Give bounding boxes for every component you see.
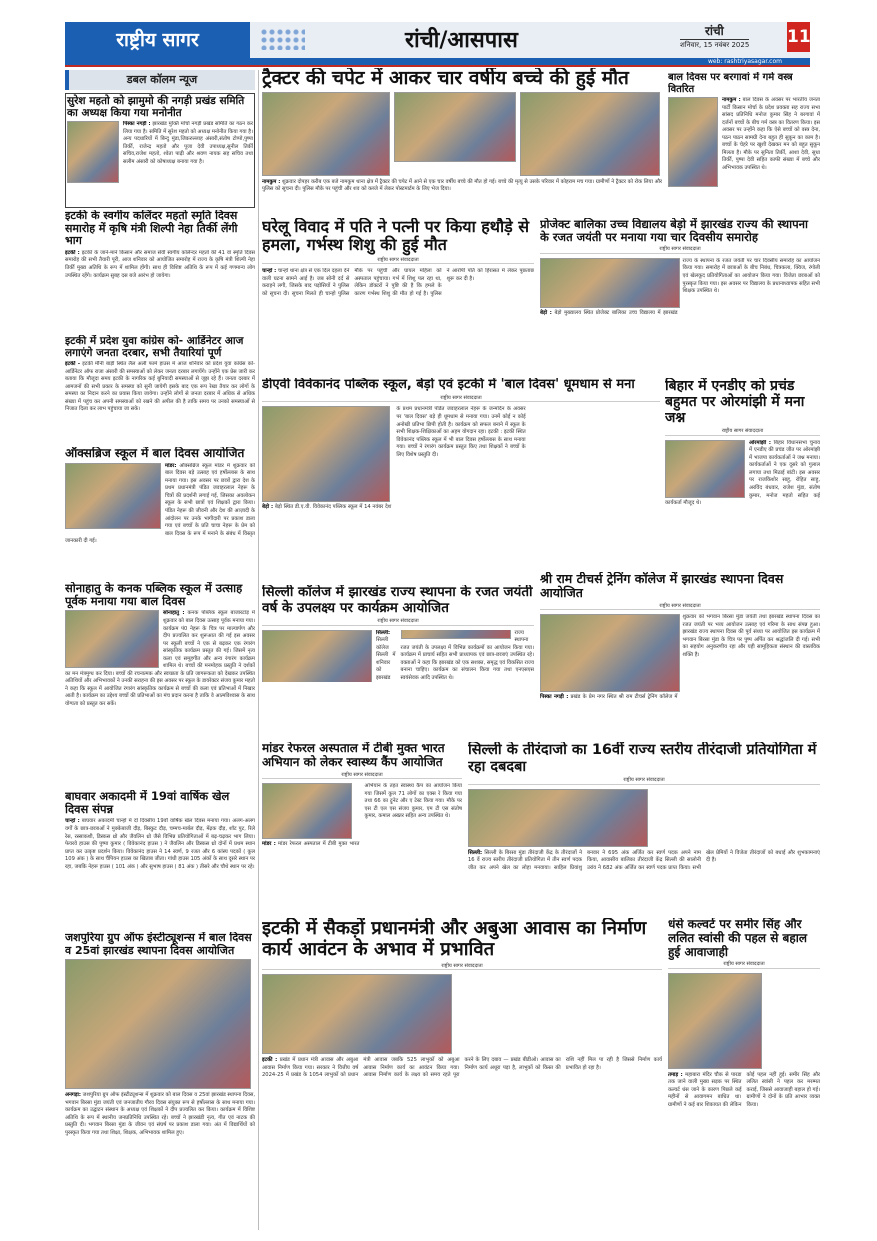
article-body	[65, 818, 255, 930]
news-photo	[668, 97, 718, 187]
article-headline[interactable]: इटकी में प्रदेश युवा कांग्रेस को- आर्डिनेटर आज लगाएंगे जनता दरबार, सभी तैयारियां पूर्ण	[65, 335, 244, 360]
article-sonahatu	[65, 582, 255, 787]
article-gharelu	[262, 218, 534, 368]
article-body	[65, 959, 255, 1230]
article-baghwar	[65, 790, 255, 930]
body-text: बिहार विधानसभा चुनाव में एनडीए की प्रचंड जीत पर ओरमांझी में भाजपा कार्यकर्ताओं ने जश्न मनाया। कार्यकर्ताओं ने एक दूसरे को गुलाल लगाया तथा मिठाई बांटी। इस अवसर पर राजकिशोर साहु, रोहित साहु, अरविंद बंधवार, राजेश मुंडा, संतोष कुमार, मनोज महतो सहित कई कार्यकर्ता मौजूद थे।	[665, 439, 820, 507]
article-body	[665, 440, 820, 578]
dateline: बेड़ो :	[262, 504, 274, 511]
body-text: प्रखंड के प्रेम नगर स्थित श्री राम टीचर्स ट्रेनिंग कॉलेज में शुक्रवार को भगवान बिरसा मुंडा जयंती तथा झारखंड स्थापना दिवस का रजत जयंती पर भव्य आयोजन उत्साह एवं गरिमा के साथ संपन्न हुआ। झारखंड राज्य स्थापना दिवस की पूर्व संध्या पर आयोजित इस कार्यक्रम में भगवान बिरसा मुंडा के चित्र पर पुष्प अर्पित कर श्रद्धांजलि दी गई। सभी का सहयोग अनुकरणीय रहा और यही सामूहिकता संस्थान की वास्तविक शक्ति है।	[570, 614, 820, 701]
byline: राष्ट्रीय सागर संवाददाता	[540, 603, 820, 611]
header-divider	[65, 65, 810, 67]
article-body	[540, 258, 820, 368]
dateline: सोनाहातु :	[163, 610, 185, 617]
article-kalindar	[65, 210, 255, 332]
byline: राष्ट्रीय सागर संवाददाता	[468, 777, 820, 785]
body-text: इटकी के जाने-माने किसान और समाज सेवी स्वर्गीय कलिन्दर महतो की 41 वां स्मृति दिवस समारोह की सभी तैयारी पूरी, आज शनिवार को आयोजित समारोह में राज्य के कृषि मंत्री शिल्पी नेहा तिर्की मुख्य अतिथि के रूप में शामिल होंगी। साथ ही विशिष्ट अतिथि के रूप में कई गणमान्य लोग उपस्थित रहेंगे। कार्यक्रम सुबह दस बजे आरंभ हो जायेगा।	[65, 249, 255, 279]
news-photo	[262, 406, 390, 502]
photo-row	[668, 973, 820, 1069]
article-body	[65, 361, 255, 445]
news-photo	[665, 440, 745, 498]
photo-row	[65, 959, 255, 1089]
article-body	[262, 406, 660, 578]
article-headline[interactable]: प्रोजेक्ट बालिका उच्च विद्यालय बेड़ो में झारखंड राज्य की स्थापना के रजत जयंती पर मनाया गया चार दिवसीय समारोह	[540, 218, 808, 245]
dateline: इटकी :	[65, 249, 80, 256]
body-text: शुक्रवार दोपहर करीब एक बजे नामकुम थाना क्षेत्र में ट्रैक्टर की चपेट में आने से एक चार वर्षीय बच्चे की मौत हो गई। बच्चे की मृत्यु से उसके परिवार में कोहराम मच गया। ग्रामीणों ने ट्रैक्टर को रोक लिया और पुलिस को सूचना दी। पुलिस मौके पर पहुंची और शव को कब्जे में लेकर पोस्टमार्टम के लिए भेज दिया।	[262, 178, 662, 193]
article-body	[668, 973, 820, 1230]
article-body	[262, 268, 534, 368]
article-body	[67, 121, 253, 206]
decorative-dots-icon	[260, 28, 305, 50]
dateline: चान्हो :	[262, 268, 277, 275]
article-body	[65, 610, 255, 787]
article-mandar	[262, 742, 462, 907]
body-text: इटकी मौनी बाड़ी स्थित लैल अली फार्म हाउस में आज शनिवार को प्रदेश युवा कांग्रेस को- आर्डिनेटर ऑफ राजा अंसारी की समस्याओं को लेकर जनता दरबार लगायेंगे। उन्होंने एक प्रेस जारी कर बताया कि मौजूदा समय इटकी के नागरिक कई बुनियादी समस्याओं से जूझ रहे हैं। जनता दरबार में आमजनों की सभी प्रकार के समस्या को सुनी जायेगी इसके बाद एक रूप रेखा तैयार कर लोगों के समस्या का निदान करने का प्रयास किया जायेगा। उन्होंने लोगों से जनता दरबार में अधिक से अधिक संख्या में पहुंच कर अपनी समस्याओं को रखने की अपील की है ताकि समय पर उनको समस्याओं से निजात दिला कर लाभ पहुंचाया जा सके।	[65, 361, 255, 413]
page-number: 11	[787, 22, 810, 52]
article-body	[262, 92, 662, 213]
edition-date: शनिवार, 15 नवंबर 2025	[680, 41, 750, 49]
double-column-label: डबल कॉलम न्यूज	[65, 70, 255, 90]
column-divider	[258, 70, 259, 1230]
article-body	[668, 97, 820, 212]
article-bihar	[665, 378, 820, 578]
news-photo	[262, 974, 452, 1054]
byline: राष्ट्रीय सागर संवाददाता	[262, 395, 660, 403]
article-headline[interactable]: बाघवार अकादमी में 19वां वार्षिक खेल दिवस संपन्न	[65, 790, 230, 817]
body-text: कनक पब्लिक स्कूल बाजारटांड़ में शुक्रवार को बाल दिवस उत्साह पूर्वक मनाया गया। कार्यक्रम पं0 नेहरू के चित्र पर माल्यार्पण और दीप प्रज्वलित कर शुरूआत की गई इस अवसर पर स्कूली बच्चों ने एक से बढ़कर एक रंगारंग सांस्कृतिक कार्यक्रम प्रस्तुत की गई। जिसमें नृत्य कला एवं समूहगीत और अन्य रंगारंग कार्यक्रम शामिल थे। बच्चों की मनमोहक प्रस्तुति ने दर्शकों का मन मंत्रमुग्ध कर दिया। बच्चों की रचनात्मक और स्वच्छता के प्रति जागरूकता को देखकर उपस्थित अतिथियों और अभिभावकों ने उनकी सराहना की इस अवसर पर स्कूल के डायरेक्टर संजय कुमार महतो ने कहा कि स्कूल में आयोजित रंगारंग सांस्कृतिक कार्यक्रम से बच्चों की कला एवं प्रतिभाओं में निखार आती है। कार्यक्रम का उद्देश्य बच्चों की प्रतिभाओं का मंच प्रदान करना है ताकि वे आत्मविश्वास के साथ योग्यता को प्रस्तुत कर सकें।	[65, 610, 255, 707]
dateline: मांडर :	[262, 841, 276, 848]
news-photo	[540, 258, 680, 308]
body-text: चान्हो थाना क्षेत्र से एक दिल दहला देने वाली घटना सामने आई है। जब सोनी दर्द से कराहने लगी, जिसके बाद पड़ोसियों ने पुलिस को सूचना दी। सूचना मिलते ही चान्हो पुलिस मौके पर पहुंची और घायल महिला को अस्पताल पहुंचाया। गर्भ में शिशु पल रहा था, लेकिन डॉक्टरों ने पुष्टि की है कि हमले के कारण गर्भस्थ शिशु की मौत हो गई है। पुलिस ने आरोपी पति को हिरासत में लेकर पूछताछ शुरू कर दी है।	[262, 268, 534, 297]
byline: राष्ट्रीय सागर संवाददाता	[668, 961, 820, 969]
article-headline[interactable]: घरेलू विवाद में पति ने पत्नी पर किया हथौड़े से हमला, गर्भस्थ शिशु की हुई मौत	[262, 218, 530, 255]
article-culvert	[668, 918, 820, 1230]
dateline: बेड़ो :	[540, 309, 552, 316]
article-headline[interactable]: ट्रैक्टर की चपेट में आकर चार वर्षीय बच्चे की हुई मौत	[262, 68, 629, 89]
body-text: महाबारा मंदिर चौक से पारडा तक जाने वाली मुख्य सड़क पर स्थित कल्वर्ट धंस जाने के कारण पिछले कई महीनों से आवागमन बाधित था। ग्रामीणों ने कई बार शिकायत की लेकिन कोई पहल नहीं हुई। समीर सिंह और ललित स्वांसी ने पहल कर मरम्मत कराई, जिससे आवाजाही बहाल हो गई। ग्रामीणों ने दोनों के प्रति आभार व्यक्त किया।	[668, 1071, 820, 1109]
byline: राष्ट्रीय सागर संवाददाता	[540, 246, 820, 254]
article-body	[65, 463, 255, 580]
byline: राष्ट्रीय सागर संवाददाता	[262, 963, 662, 971]
body-text: प्रखंड में प्रधान मंत्री आवास और अबुआ आवास निर्माण किया गया। सरकार ने वित्तीय वर्ष 2024-25 में प्रखंड के 1054 लाभुकों को प्रधान मंत्री आवास जबकि 525 लाभुकों को अबुआ आवास निर्माण कार्य का आवंटन किया गया। आवास निर्माण कार्य के लक्ष्य को समय रहते पूरा करने के लिए दबाव — प्रखंड बीडीओ। आवास का निर्माण कार्य अधूरा पड़ा है, लाभुकों को किस्त की राशि नहीं मिल पा रही है जिससे निर्माण कार्य प्रभावित हो रहा है।	[262, 1057, 662, 1079]
dateline: इटकी -	[65, 361, 81, 368]
body-text: बाल दिवस के अवसर पर भारतीय जनता पार्टी किसान मोर्चा के प्रदेश प्रवक्ता सह राज्य सभा सांसद प्रतिनिधि मनोज कुमार सिंह ने बरगावां में दर्जनों बच्चों के बीच गर्म वस्त्र का वितरण किया। इस अवसर पर उन्होंने कहा कि ऐसे बच्चों को वस्त्र देना, पठन पाठन सामग्री देना बहुत ही सुकून का काम है। बच्चों के चेहरे पर खुशी देखकर मन को बहुत सुकून मिलता है। मौके पर सुनिता तिर्की, आशा देवी, सुधा तिर्की, पुष्पा देवी सहित काफी संख्या में बच्चे और अभिभावक उपस्थित थे।	[722, 97, 820, 171]
body-text: झारखंड मुक्ति मोर्चा नगड़ी प्रखंड समिति का गठन कर लिया गया है। समिति में सुरेश महतो को अध्यक्ष मनोनीत किया गया है। अन्य पदधारियों में बिन्दु मुंडा,जिकरुल्लाह अंसारी,संतोष टोप्पो,पुष्पा तिर्की, राजेन्द्र महतो और पूजा देवी उपाध्यक्ष,सुनील तिर्की सचिव,राजेश महतो, श्वेता पाढ़ी और श्रवण नायक सह सचिव तथा सलीम अंसारी को कोषाध्यक्ष बनाया गया है।	[123, 121, 253, 165]
article-headline[interactable]: धंसे कल्वर्ट पर समीर सिंह और ललित स्वांसी की पहल से बहाल हुई आवाजाही	[668, 918, 808, 959]
body-text: ऑक्सब्रिज स्कूल मांडर में शुक्रवार को बाल दिवस बड़े उत्साह एवं हर्षोल्लास के साथ मनाया गया। इस अवसर पर छात्रों द्वारा देश के प्रथम प्रधानमंत्री पंडित जवाहरलाल नेहरू के चित्रों की प्रदर्शनी लगाई गई, जिसका अवलोकन स्कूल के सभी छात्रों एवं शिक्षकों द्वारा किया। पंडित नेहरू की जीवनी और देश की आज़ादी के आंदोलन पर उनके भागीदारी पर प्रकाश डाला गया एवं बच्चों के प्रति चाचा नेहरू के प्रेम को बाल दिवस के रूप में मनाने के संबंध में विस्तृत जानकारी दी गई।	[65, 462, 255, 545]
article-headline[interactable]: बाल दिवस पर बरगावां में गर्म वस्त्र वितरित	[668, 72, 793, 95]
article-headline[interactable]: बिहार में एनडीए को प्रचंड बहुमत पर ओरमांझी में मना जश्न	[665, 378, 805, 427]
body-text: मांडर रेफरल अस्पताल में टीबी मुक्त भारत अभियान के तहत स्वास्थ्य कैंप का आयोजन किया गया जिसमें कुल 71 लोगों का एक्स रे किया गया तथा 66 का ट्रूनेट और ए टेस्ट किया गया। मौके पर एस टी एल एस संजय कुमार, एम टी एस संतोष कुमार, कमाल अख्तर सहित अन्य उपस्थित थे।	[278, 783, 462, 848]
body-text: बेड़ो मुख्यालय स्थित प्रोजेक्ट बालिका उच्च विद्यालय में झारखंड राज्य के स्थापना के रजत जयंती पर चार दिवसीय समारोह का आयोजन किया गया। समारोह में छात्राओं के बीच निबंध, चित्रकला, क्विज, रंगोली एवं खेलकूद प्रतियोगिताओं का आयोजन किया गया। विजेता छात्राओं को पुरस्कृत किया गया। इस अवसर पर विद्यालय के प्रधानाध्यापक सहित सभी शिक्षक उपस्थित थे।	[554, 257, 820, 316]
article-headline[interactable]: सिल्ली कॉलेज में झारखंड राज्य स्थापना के रजत जयंती वर्ष के उपलक्ष्य पर कार्यक्रम आयोजित	[262, 585, 533, 616]
news-photo	[262, 783, 352, 839]
news-photo	[520, 92, 660, 176]
article-shriram	[540, 572, 820, 737]
article-body	[468, 789, 820, 907]
article-congress	[65, 335, 255, 445]
article-headline[interactable]: इटकी में सैकड़ों प्रधानमंत्री और अबुआ आवास का निर्माण कार्य आवंटन के अभाव में प्रभावित	[262, 918, 647, 961]
dateline: अनगड़ा:	[65, 1092, 81, 1099]
article-headline[interactable]: जशपुरिया ग्रुप ऑफ इंस्टीट्यूशन्स में बाल दिवस व 25वां झारखंड स्थापना दिवस आयोजित	[65, 932, 252, 957]
article-headline[interactable]: सोनाहातु के कनक पब्लिक स्कूल में उत्साह पूर्वक मनाया गया बाल दिवस	[65, 582, 243, 609]
photo-row	[468, 789, 820, 847]
article-itki	[262, 918, 662, 1230]
dateline: तमाड़ :	[668, 1071, 683, 1078]
dateline: मांडर:	[165, 462, 177, 469]
dateline: नामकुम :	[262, 178, 281, 185]
news-photo	[262, 92, 390, 176]
article-suresh	[65, 93, 255, 208]
article-body	[540, 614, 820, 737]
article-headline[interactable]: डीएवी विवेकानंद पब्लिक स्कूल, बेड़ो एवं इटकी में 'बाल दिवस' धूमधाम से मना	[262, 378, 635, 392]
article-headline[interactable]: श्री राम टीचर्स ट्रेनिंग कॉलेज में झारखंड स्थापना दिवस आयोजित	[540, 572, 784, 601]
body-text: सिल्ली के बिरसा मुंडा तीरंदाजी केंद्र के तीरंदाजों ने 16 वें राज्य स्तरीय तीरंदाजी प्रतियोगिता में तीन स्वर्ण पदक जीत कर अपने खेल का लोहा मनवाया। साहिल प्रियांशु बनवार ने 695 अंक अर्जित कर स्वर्ण पदक अपने नाम किया, आवासीय बालिका तीरंदाजी केंद्र सिल्ली की सालोनी उरांव ने 682 अंक अर्जित कर स्वर्ण पदक प्राप्त किया। सभी खेल प्रेमियों ने विजेता तीरंदाजों को बधाई और शुभकामनाएं दी है।	[468, 849, 820, 871]
article-headline[interactable]: सुरेश महतो को झामुमो की नगड़ी प्रखंड समिति का अध्यक्ष किया गया मनोनीत	[67, 95, 245, 120]
article-oxbridge	[65, 447, 255, 580]
body-text: सिल्ली कॉलेज सिल्ली में शनिवार को झारखंड राज्य स्थापना रजत जयंती के उपलक्ष्य में विभिन्न कार्यक्रमों का आयोजन किया गया। कार्यक्रम में प्राचार्य सहित सभी प्राध्यापक एवं छात्र-छात्राएं उपस्थित रहे। वक्ताओं ने कहा कि झारखंड को एक सशक्त, समृद्ध एवं विकसित राज्य बनाना चाहिए। कार्यक्रम का संचालन किया गया तथा एनएसएस स्वयंसेवक आदि उपस्थित थे।	[376, 629, 534, 681]
dateline: चान्हो :	[65, 818, 80, 825]
news-photo	[394, 92, 516, 162]
article-headline[interactable]: ऑक्सब्रिज स्कूल में बाल दिवस आयोजित	[65, 447, 245, 460]
article-headline[interactable]: मांडर रेफरल अस्पताल में टीबी मुक्त भारत अभियान को लेकर स्वास्थ्य कैंप आयोजित	[262, 742, 445, 769]
article-body	[262, 630, 534, 735]
article-jashpuria	[65, 932, 255, 1230]
byline: राष्ट्रीय सागर संवाददाता	[262, 772, 462, 780]
newspaper-logo: राष्ट्रीय सागर	[65, 22, 250, 58]
body-text: बाघवार अकादमी चान्हो में दो दिवसीय 19वाँ वार्षिक खेल दिवस मनाया गया। अलग-अलग वर्गों के छात्र-छात्राओं ने मुक्केबाजी दौड़, बिस्कुट दौड़, चम्मच-मार्बल दौड़, मेंढ़क दौड़, शॉट पुट, रिले रेस, रस्साकशी, डिस्कस थ्रो और जैवलिन थ्रो जैसे विभिन्न प्रतियोगिताओं में बढ़-चढ़कर भाग लिया। फेयरवे हाउस की पुष्पा कुमार ( विवेकानंद हाउस ) ने जैवलिन और डिस्कस थ्रो दोनों में प्रथम स्थान प्राप्त कर उत्कृष्ट प्रदर्शन किया। विवेकानंद हाउस ने 14 स्वर्ण, 9 रजत और 6 कांस्य पदकों ( कुल 109 अंक ) के साथ चैंपियन हाउस का खिताब जीता। गांधी हाउस 105 अंकों के साथ दूसरे स्थान पर रहा, जबकि नेहरू हाउस ( 101 अंक ) और सुभाष हाउस ( 81 अंक ) तीसरे और चौथे स्थान पर रहे।	[65, 818, 255, 870]
news-photo	[468, 789, 648, 847]
masthead	[65, 22, 810, 64]
article-headline[interactable]: सिल्ली के तीरंदाजो का 16वीं राज्य स्तरीय तीरंदाजी प्रतियोगिता में रहा दबदबा	[468, 742, 817, 775]
dateline: सिल्ली:	[468, 849, 483, 856]
news-photo	[65, 610, 159, 668]
news-photo	[67, 121, 119, 183]
article-archers	[468, 742, 820, 907]
article-project	[540, 218, 820, 368]
article-headline[interactable]: इटकी के स्वर्गीय कलिंदर महतो स्मृति दिवस समारोह में कृषि मंत्री शिल्पी नेहा तिर्की लेंगी भाग	[65, 210, 238, 248]
dateline: ओरमांझी :	[749, 439, 772, 446]
byline: राष्ट्रीय सागर संवाददाता	[665, 428, 820, 436]
article-tractor	[262, 68, 662, 213]
dateline: नामकुम :	[722, 97, 741, 103]
news-photo	[540, 614, 680, 692]
byline: राष्ट्रीय सागर संवाददाता	[262, 257, 534, 265]
dateline: सिल्ली:	[376, 629, 391, 636]
article-body	[262, 783, 462, 907]
website-link[interactable]: web: rashtriyasagar.com	[65, 58, 810, 65]
byline: राष्ट्रीय सागर संवाददाता	[262, 618, 534, 626]
body-text: बेड़ो स्थित डी.ए.वी. विवेकानंद पब्लिक स्कूल में 14 नवंबर देश के प्रथम प्रधानमंत्री पंडित जवाहरलाल नेहरू के जन्मदिन के अवसर पर 'बाल दिवस' बड़े ही धूमधाम से मनाया गया। उनमें कोई न कोई अनोखी प्रतिभा छिपी होती है। कार्यक्रम को सफल बनाने में स्कूल के सभी शिक्षक-शिक्षिकाओं का अहम योगदान रहा। इटकी : इटकी स्थित विवेकानंद पब्लिक स्कूल में भी बाल दिवस हर्षोल्लास के साथ मनाया गया। बच्चों ने रंगारंग कार्यक्रम प्रस्तुत किए तथा शिक्षकों ने बच्चों के लिए विशेष प्रस्तुति दी।	[274, 406, 526, 511]
news-photo	[668, 973, 762, 1069]
photo-row	[262, 92, 662, 176]
dateline: इटकी :	[262, 1057, 278, 1064]
edition-city: रांची	[705, 24, 724, 38]
dateline: पिस्का नगड़ी :	[123, 121, 151, 128]
dateline: पिस्का नगड़ी :	[540, 694, 569, 701]
section-title: रांची/आसपास	[405, 28, 518, 53]
article-body	[262, 974, 662, 1230]
article-bargawan	[668, 72, 820, 212]
article-dav	[262, 378, 660, 578]
photo-row	[262, 974, 662, 1054]
article-sillicollege	[262, 585, 534, 735]
article-body	[65, 250, 255, 332]
news-photo	[65, 959, 251, 1089]
news-photo	[65, 463, 161, 529]
body-text: जशपुरिया ग्रुप ऑफ इंस्टीट्यूशन्स में शुक्रवार को बाल दिवस व 25वां झारखंड स्थापना दिवस, भगवान बिरसा मुंडा जयंती एवं जनजातीय गौरव दिवस संयुक्त रूप से हर्षोल्लास के साथ मनाया गया। कार्यक्रम का उद्घाटन संस्थान के अध्यक्ष एवं शिक्षकों ने दीप प्रज्वलित कर किया। कार्यक्रम में विशिष्ट अतिथि के रूप में स्थानीय जनप्रतिनिधि उपस्थित रहे। बच्चों ने झारखंडी नृत्य, गीत एवं नाटक की प्रस्तुति दी। भगवान बिरसा मुंडा के जीवन एवं संघर्ष पर प्रकाश डाला गया। अंत में विद्यार्थियों को पुरस्कृत किया गया तथा शिक्षा, शिक्षक, अभिभावक शामिल हुए।	[65, 1092, 255, 1136]
